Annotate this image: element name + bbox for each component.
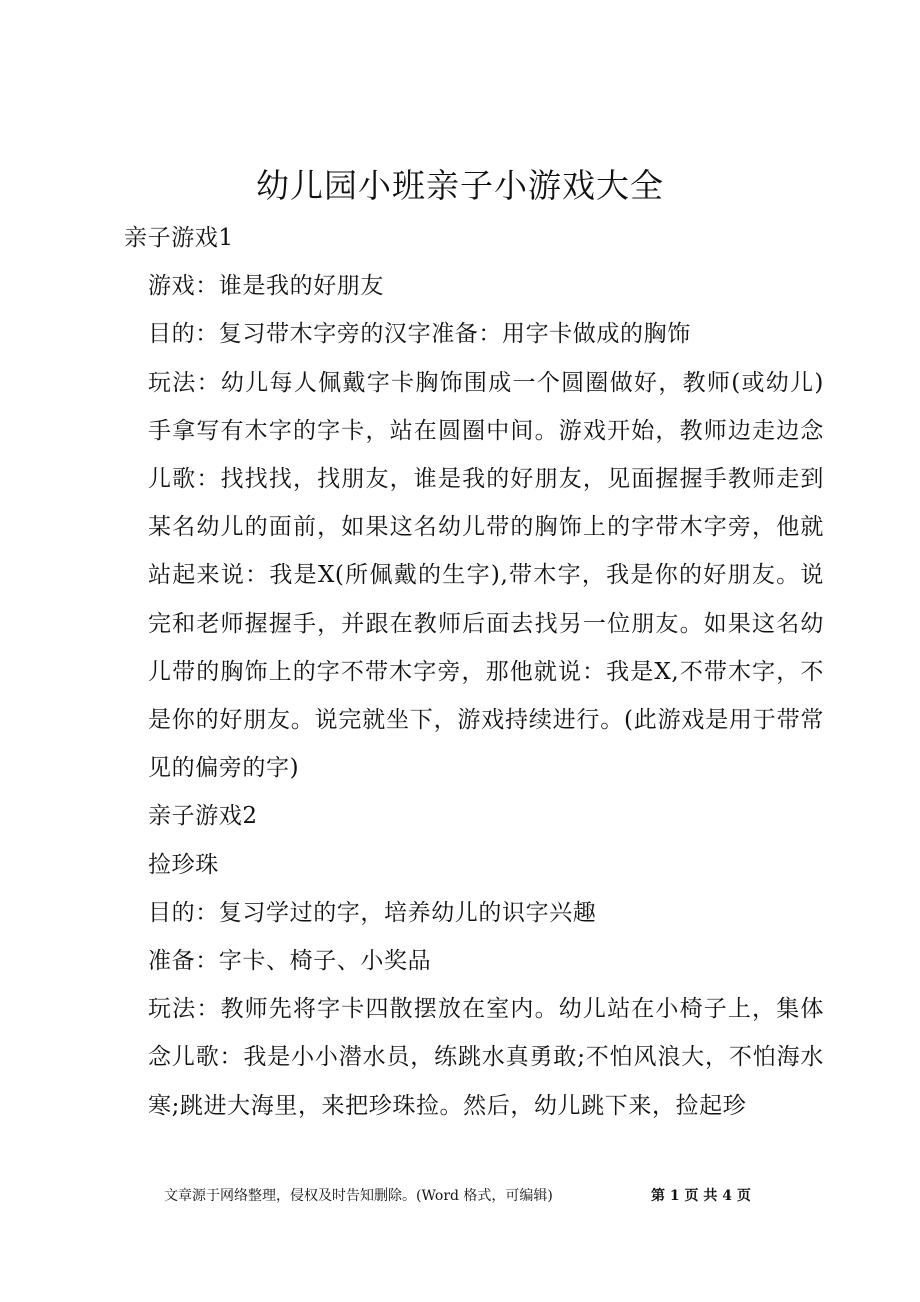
footer-note: 文章源于网络整理，侵权及时告知删除。(Word 格式，可编辑) [164, 1188, 553, 1204]
game-purpose-1: 目的：复习带木字旁的汉字准备：用字卡做成的胸饰 [148, 321, 691, 348]
section-heading-1: 亲子游戏1 [124, 225, 234, 251]
game-name-2: 捡珍珠 [148, 851, 219, 878]
game-preparation-2: 准备：字卡、椅子、小奖品 [148, 948, 432, 975]
section-heading-2: 亲子游戏2 [148, 803, 258, 830]
game-name-1: 游戏：谁是我的好朋友 [148, 273, 384, 300]
game-rules-1: 玩法：幼儿每人佩戴字卡胸饰围成一个圆圈做好，教师(或幼儿)手拿写有木字的字卡，站在圆圈中间。游戏开始，教师边走边念儿歌：找找找，找朋友，谁是我的好朋友，见面握握手教师走到某名幼儿的面前，如果这名幼儿带的胸饰上的字带木字旁，他就站起来说：我是X(所佩戴的生字),带木字，我是你的好朋友。说完和老师握握手，并跟在教师后面去找另一位朋友。如果这名幼儿带的胸饰上的字不带木字旁，那他就说：我是X,不带木字，不是你的好朋友。说完就坐下，游戏持续进行。(此游戏是用于带常见的偏旁的字) [148, 369, 824, 782]
document-body [124, 214, 824, 1130]
page-number: 第 1 页 共 4 页 [651, 1188, 751, 1204]
game-purpose-2: 目的：复习学过的字，培养幼儿的识字兴趣 [148, 899, 597, 926]
page-title: 幼儿园小班亲子小游戏大全 [256, 166, 664, 205]
game-rules-2: 玩法：教师先将字卡四散摆放在室内。幼儿站在小椅子上，集体念儿歌：我是小小潜水员，练跳水真勇敢;不怕风浪大，不怕海水寒;跳进大海里，来把珍珠捡。然后，幼儿跳下来，捡起珍 [148, 996, 824, 1119]
